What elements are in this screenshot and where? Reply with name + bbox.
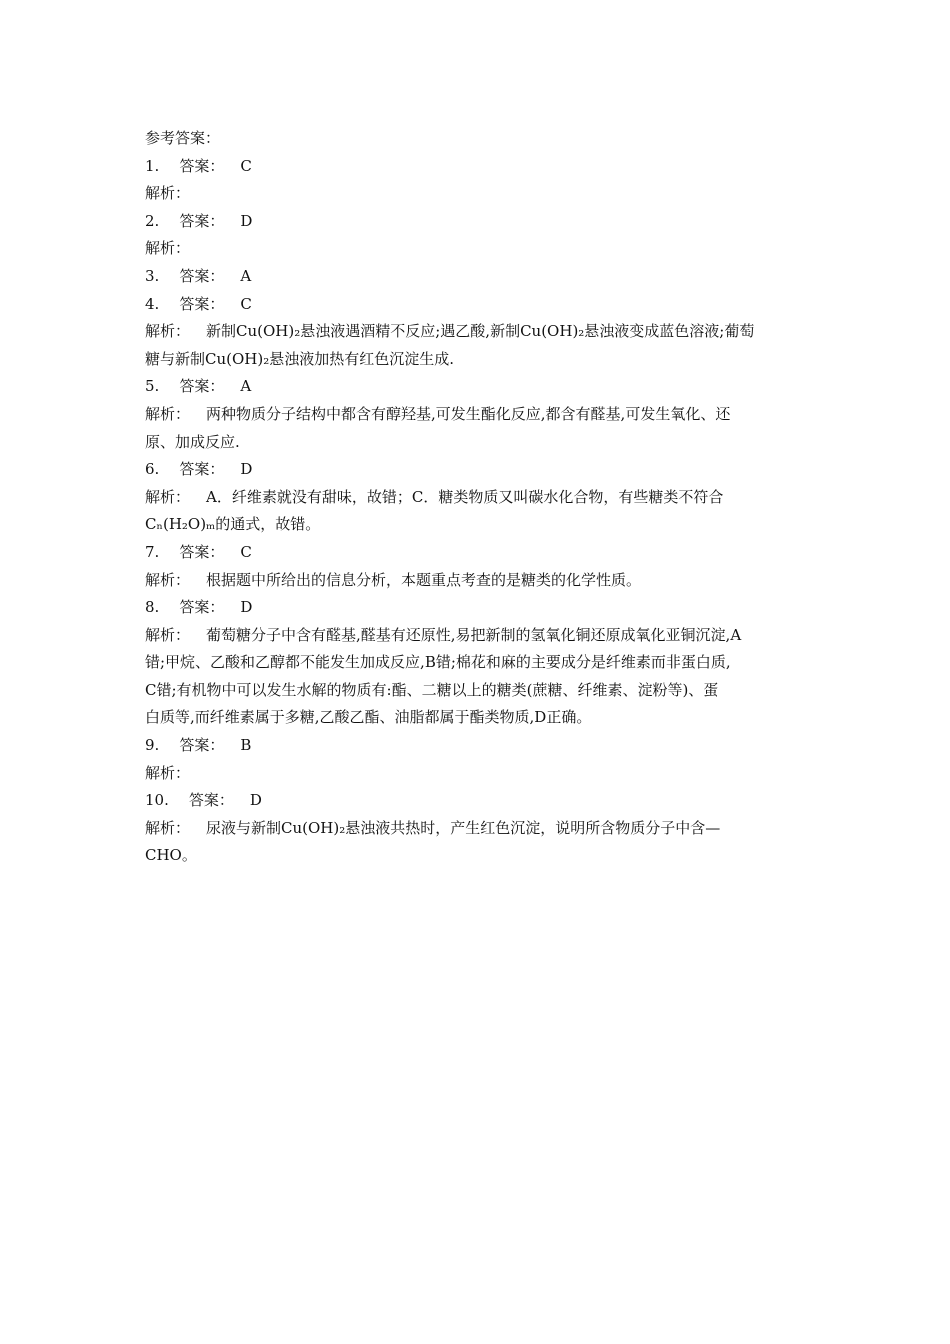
- answer-line: [145, 208, 810, 236]
- answer-label: 答案：: [179, 156, 225, 175]
- item-number: 4.: [145, 294, 160, 313]
- answer-line: [145, 291, 810, 319]
- explanation-text: 两种物质分子结构中都含有醇羟基,可发生酯化反应,都含有醛基,可发生氧化、还: [206, 404, 731, 423]
- explanation-line: C错;有机物中可以发生水解的物质有:酯、二糖以上的糖类(蔗糖、纤维素、淀粉等)、蛋: [145, 680, 719, 699]
- explanation-label: 解析：: [145, 184, 191, 203]
- explanation-line: [145, 622, 810, 650]
- item-number: 10.: [145, 791, 169, 810]
- answer-label: 答案：: [179, 211, 225, 230]
- answer-value: D: [249, 791, 262, 810]
- answer-label: 答案：: [179, 736, 225, 755]
- answer-value: C: [240, 294, 252, 313]
- explanation-text: 根据题中所给出的信息分析，本题重点考查的是糖类的化学性质。: [206, 570, 642, 589]
- answer-label: 答案：: [179, 266, 225, 285]
- answer-line: [145, 373, 810, 401]
- answer-label: 答案：: [179, 377, 225, 396]
- answer-label: 答案：: [179, 598, 225, 617]
- explanation-label: 解析：: [145, 625, 191, 644]
- answer-line: [145, 456, 810, 484]
- answer-line: [145, 263, 810, 291]
- answer-document: [145, 125, 810, 870]
- page-heading: 参考答案：: [145, 129, 221, 147]
- answer-value: B: [240, 736, 252, 755]
- answer-line: [145, 594, 810, 622]
- answer-line: [145, 153, 810, 181]
- item-number: 7.: [145, 542, 160, 561]
- answer-value: D: [240, 460, 253, 479]
- explanation-label: 解析：: [145, 487, 191, 506]
- explanation-line: [145, 760, 810, 788]
- item-number: 8.: [145, 598, 160, 617]
- explanation-label: 解析：: [145, 763, 191, 782]
- explanation-line: Cₙ(H₂O)ₘ的通式，故错。: [145, 515, 321, 534]
- explanation-label: 解析：: [145, 239, 191, 258]
- item-number: 1.: [145, 156, 160, 175]
- explanation-line: [145, 318, 810, 346]
- answer-line: [145, 787, 810, 815]
- answer-label: 答案：: [179, 460, 225, 479]
- explanation-line: [145, 484, 810, 512]
- explanation-line: 白质等,而纤维素属于多糖,乙酸乙酯、油脂都属于酯类物质,D正确。: [145, 708, 592, 727]
- answer-value: A: [240, 266, 252, 285]
- explanation-text: 新制Cu(OH)₂悬浊液遇酒精不反应;遇乙酸,新制Cu(OH)₂悬浊液变成蓝色溶液;葡萄: [206, 322, 755, 341]
- explanation-text: 葡萄糖分子中含有醛基,醛基有还原性,易把新制的氢氧化铜还原成氧化亚铜沉淀,A: [206, 625, 742, 644]
- item-number: 2.: [145, 211, 160, 230]
- answer-label: 答案：: [188, 791, 234, 810]
- explanation-line: [145, 567, 810, 595]
- explanation-line: [145, 180, 810, 208]
- answer-line: [145, 539, 810, 567]
- explanation-line: 错;甲烷、乙酸和乙醇都不能发生加成反应,B错;棉花和麻的主要成分是纤维素而非蛋白质,: [145, 653, 731, 672]
- item-number: 6.: [145, 460, 160, 479]
- explanation-text: A．纤维素就没有甜味，故错；C．糖类物质又叫碳水化合物，有些糖类不符合: [206, 487, 724, 506]
- explanation-label: 解析：: [145, 322, 191, 341]
- explanation-line: [145, 815, 810, 843]
- answer-label: 答案：: [179, 542, 225, 561]
- answer-value: C: [240, 542, 252, 561]
- answer-value: D: [240, 598, 253, 617]
- answer-value: D: [240, 211, 253, 230]
- explanation-label: 解析：: [145, 818, 191, 837]
- answer-line: [145, 732, 810, 760]
- item-number: 3.: [145, 266, 160, 285]
- answer-label: 答案：: [179, 294, 225, 313]
- item-number: 5.: [145, 377, 160, 396]
- explanation-label: 解析：: [145, 570, 191, 589]
- item-number: 9.: [145, 736, 160, 755]
- explanation-text: 尿液与新制Cu(OH)₂悬浊液共热时，产生红色沉淀，说明所含物质分子中含—: [206, 818, 721, 837]
- explanation-line: [145, 235, 810, 263]
- explanation-label: 解析：: [145, 404, 191, 423]
- explanation-line: 糖与新制Cu(OH)₂悬浊液加热有红色沉淀生成.: [145, 349, 455, 368]
- answer-value: A: [240, 377, 252, 396]
- answer-value: C: [240, 156, 252, 175]
- explanation-line: CHO。: [145, 846, 197, 865]
- explanation-line: [145, 401, 810, 429]
- explanation-line: 原、加成反应.: [145, 432, 240, 451]
